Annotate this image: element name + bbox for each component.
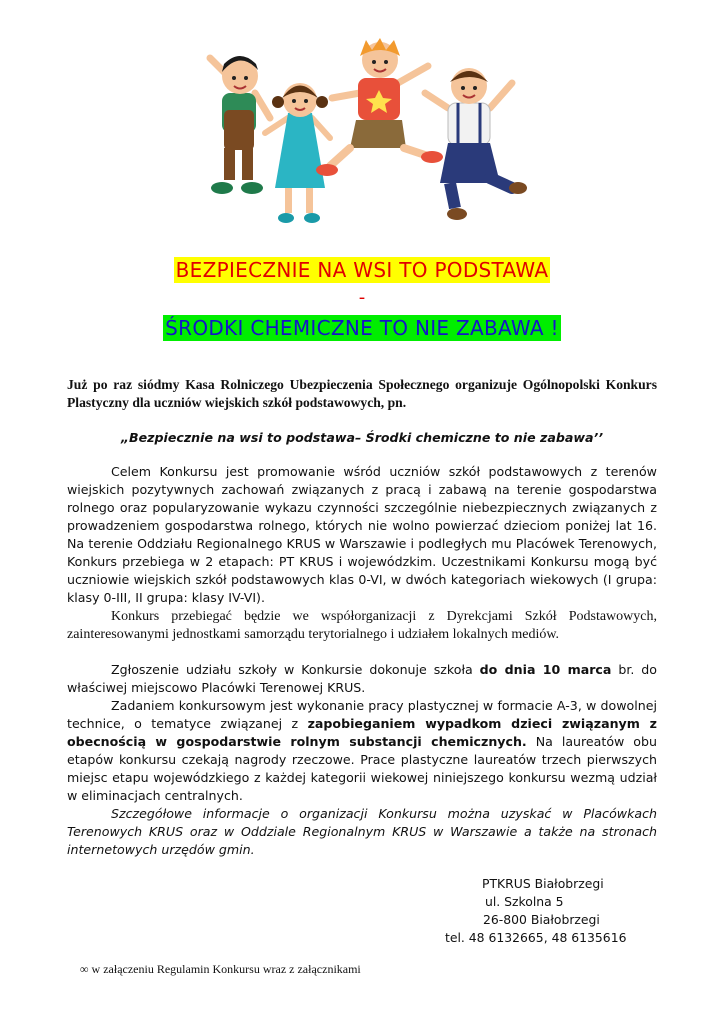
- address-city: 26-800 Białobrzegi: [483, 912, 600, 927]
- paragraph-task: [67, 697, 657, 805]
- address-org: PTKRUS Białobrzegi: [482, 876, 604, 891]
- title-line-1-text: BEZPIECZNIE NA WSI TO PODSTAWA: [175, 258, 549, 282]
- paragraph-cooperation: Konkurs przebiegać będzie we współorganizacji z Dyrekcjami Szkół Podstawowych, zainteresowanymi jednostkami samorządu terytorialnego i udziałem lokalnych mediów.: [67, 609, 657, 642]
- footnote: ∞ w załączeniu Regulamin Konkursu wraz z załącznikami: [80, 962, 361, 976]
- paragraph-goal: Celem Konkursu jest promowanie wśród uczniów szkół podstawowych z terenów wiejskich pozytywnych zachowań związanych z pracą i zabawą na terenie gospodarstwa rolnego oraz popularyzowanie wykazu czynności szczególnie niebezpiecznych związanych z prowadzeniem gospodarstwa rolnego, których nie wolno powierzać dzieciom poniżej lat 16. Na terenie Oddziału Regionalnego KRUS w Warszawie i podległych mu Placówek Terenowych, Konkurs przebiega w 2 etapach: PT KRUS i wojewódzkim. Uczestnikami Konkursu mogą być uczniowie wiejskich szkół podstawowych klas 0-VI, w dwóch kategoriach wiekowych (I grupa: klasy 0-III, II grupa: klasy IV-VI).: [67, 464, 657, 605]
- title-line-2: [0, 316, 724, 340]
- boy-overalls-figure: [210, 56, 270, 194]
- boy-suspenders-figure: [425, 68, 527, 220]
- title-dash: -: [358, 287, 366, 308]
- intro-paragraph: Już po raz siódmy Kasa Rolniczego Ubezpieczenia Społecznego organizuje Ogólnopolski Konkurs Plastyczny dla uczniów wiejskich szkół podstawowych, pn.: [67, 377, 657, 410]
- paragraph-registration: [67, 661, 657, 697]
- contest-name-quote: „Bezpiecznie na wsi to podstawa– Środki chemiczne to nie zabawa’’: [120, 430, 604, 445]
- boy-red-shirt-figure: [316, 38, 443, 176]
- task-text: Zadaniem konkursowym jest wykonanie pracy plastycznej w formacie A-3, w dowolnej technice, o tematyce związanej z: [67, 698, 657, 731]
- deadline-bold: do dnia 10 marca: [479, 662, 612, 677]
- address-phone: tel. 48 6132665, 48 6135616: [445, 930, 627, 945]
- title-line-1: [0, 258, 724, 282]
- girl-dress-figure: [265, 83, 330, 223]
- title-line-2-text: ŚRODKI CHEMICZNE TO NIE ZABAWA !: [165, 316, 559, 340]
- task-topic-bold: zapobieganiem wypadkom dzieci związanym z obecnością w gospodarstwie rolnym substancji chemicznych.: [67, 716, 658, 749]
- registration-text: Zgłoszenie udziału szkoły w Konkursie dokonuje szkoła: [111, 662, 480, 677]
- registration-text-end: br. do właściwej miejscowo Placówki Terenowej KRUS.: [67, 662, 657, 695]
- address-street: ul. Szkolna 5: [485, 894, 564, 909]
- jumping-children-illustration: [200, 38, 530, 228]
- task-text-end: Na laureatów obu etapów konkursu czekają nagrody rzeczowe. Prace plastyczne laureatów trzech pierwszych miejsc etapu wojewódzkiego z każdej kategorii wiekowej niniejszego konkursu wezmą udział w eliminacjach centralnych.: [67, 734, 657, 803]
- paragraph-details: Szczegółowe informacje o organizacji Konkursu można uzyskać w Placówkach Terenowych KRUS oraz w Oddziale Regionalnym KRUS w Warszawie a także na stronach internetowych urzędów gmin.: [67, 806, 657, 857]
